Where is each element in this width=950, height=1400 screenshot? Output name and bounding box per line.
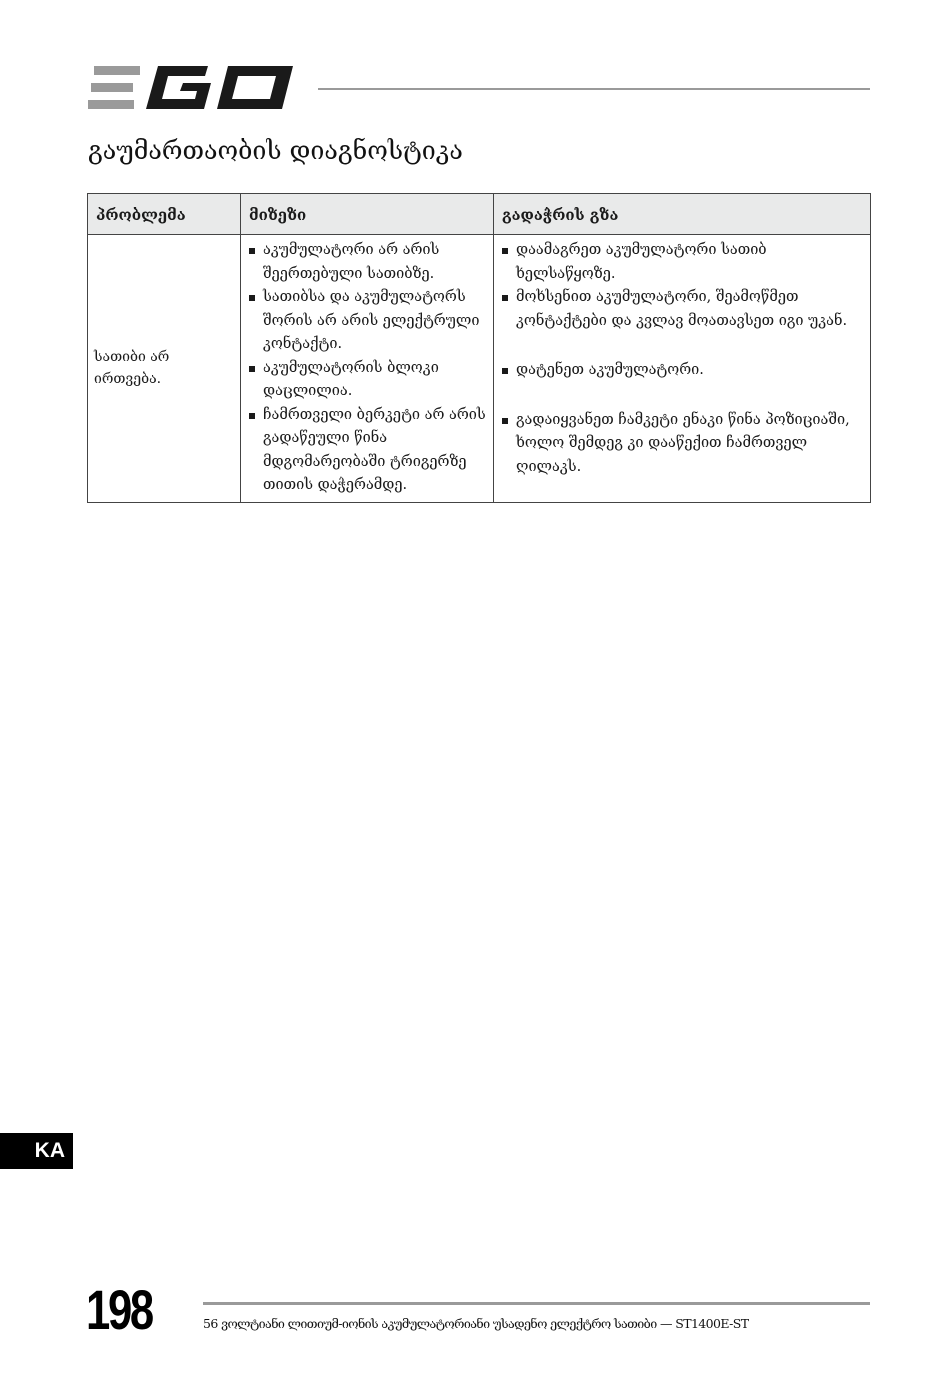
problem-cell: სათიბი არ ირთვება.	[88, 235, 241, 503]
footer-rule	[203, 1302, 870, 1305]
header-problem: პრობლემა	[88, 194, 241, 235]
list-item: დაამაგრეთ აკუმულატორი სათიბ ხელსაწყოზე.	[500, 239, 864, 286]
table-header-row	[88, 194, 871, 235]
list-item: სათიბსა და აკუმულატორს შორის არ არის ელექტრული კონტაქტი.	[247, 286, 487, 357]
troubleshooting-table	[87, 193, 871, 503]
page-number: 198	[86, 1278, 152, 1341]
list-item: დატენეთ აკუმულატორი.	[500, 359, 864, 383]
list-item: აკუმულატორი არ არის შეერთებული სათიბზე.	[247, 239, 487, 286]
header-rule	[318, 88, 870, 90]
list-item: გადაიყვანეთ ჩამკეტი ენაკი წინა პოზიციაში, ხოლო შემდეგ კი დააწექით ჩამრთველ ღილაკს.	[500, 409, 864, 480]
header-cause: მიზეზი	[241, 194, 494, 235]
list-item: მოხსენით აკუმულატორი, შეამოწმეთ კონტაქტები და კვლავ მოათავსეთ იგი უკან.	[500, 286, 864, 333]
ego-logo-mark	[88, 64, 298, 112]
footer-text: 56 ვოლტიანი ლითიუმ-იონის აკუმულატორიანი უსადენო ელექტრო სათიბი — ST1400E-ST	[203, 1316, 749, 1331]
solution-list	[500, 239, 864, 479]
header-solution: გადაჭრის გზა	[494, 194, 871, 235]
table-row	[88, 235, 871, 503]
ego-logo	[88, 64, 298, 112]
language-tab: KA	[0, 1133, 73, 1169]
page-title: გაუმართაობის დიაგნოსტიკა	[88, 136, 463, 165]
list-item: აკუმულატორის ბლოკი დაცლილია.	[247, 357, 487, 404]
solution-cell	[494, 235, 871, 503]
cause-cell	[241, 235, 494, 503]
list-item: ჩამრთველი ბერკეტი არ არის გადაწეული წინა მდგომარეობაში ტრიგერზე თითის დაჭერამდე.	[247, 404, 487, 498]
cause-list	[247, 239, 487, 498]
